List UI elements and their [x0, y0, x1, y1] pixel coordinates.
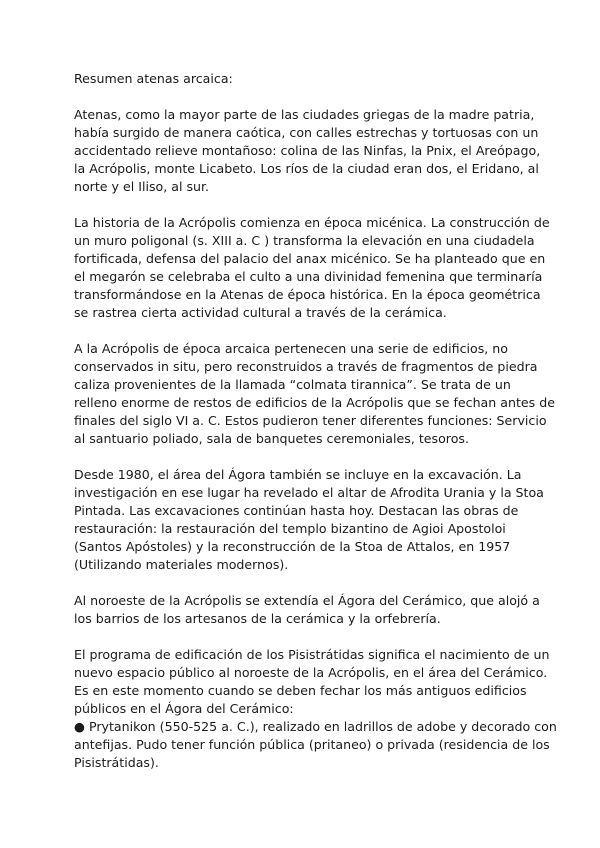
- text-line: al santuario poliado, sala de banquetes ceremoniales, tesoros.: [74, 431, 469, 446]
- text-line: (Utilizando materiales modernos).: [74, 557, 289, 572]
- text-line: A la Acrópolis de época arcaica pertenecen una serie de edificios, no: [74, 341, 508, 356]
- text-line: El programa de edificación de los Pisistrátidas significa el nacimiento de un: [74, 647, 550, 662]
- text-line: conservados in situ, pero reconstruidos a través de fragmentos de piedra: [74, 359, 538, 374]
- paragraph-2: [74, 214, 550, 322]
- text-line: La historia de la Acrópolis comienza en época micénica. La construcción de: [74, 215, 550, 230]
- text-line: relleno enorme de restos de edificios de la Acrópolis que se fechan antes de: [74, 395, 555, 410]
- text-line: accidentado relieve montañoso: colina de las Ninfas, la Pnix, el Areópago,: [74, 143, 541, 158]
- text-line: públicos en el Ágora del Cerámico:: [74, 701, 294, 716]
- text-line: fortificada, defensa del palacio del anax micénico. Se ha planteado que en: [74, 251, 546, 266]
- paragraph-6: [74, 646, 557, 772]
- paragraph-3: [74, 340, 555, 448]
- text-line: norte y el Iliso, al sur.: [74, 179, 210, 194]
- text-line: había surgido de manera caótica, con calles estrechas y tortuosas con un: [74, 125, 539, 140]
- text-line: finales del siglo VI a. C. Estos pudieron tener diferentes funciones: Servicio: [74, 413, 547, 428]
- text-line: Pintada. Las excavaciones continúan hasta hoy. Destacan las obras de: [74, 503, 519, 518]
- text-line: Desde 1980, el área del Ágora también se incluye en la excavación. La: [74, 467, 522, 482]
- text-line: caliza provenientes de la llamada “colmata tirannica”. Se trata de un: [74, 377, 511, 392]
- text-line: restauración: la restauración del templo bizantino de Agioi Apostoloi: [74, 521, 506, 536]
- text-line: el megarón se celebraba el culto a una divinidad femenina que terminaría: [74, 269, 543, 284]
- text-line: la Acrópolis, monte Licabeto. Los ríos de la ciudad eran dos, el Eridano, al: [74, 161, 539, 176]
- paragraph-1: [74, 106, 541, 196]
- text-line: Atenas, como la mayor parte de las ciudades griegas de la madre patria,: [74, 107, 535, 122]
- text-line: los barrios de los artesanos de la cerámica y la orfebrería.: [74, 611, 441, 626]
- paragraph-4: [74, 466, 544, 574]
- paragraph-5: [74, 592, 540, 628]
- text-line: investigación en ese lugar ha revelado el altar de Afrodita Urania y la Stoa: [74, 485, 544, 500]
- text-line: Es en este momento cuando se deben fechar los más antiguos edificios: [74, 683, 527, 698]
- text-line: (Santos Apóstoles) y la reconstrucción de la Stoa de Attalos, en 1957: [74, 539, 511, 554]
- text-line: antefijas. Pudo tener función pública (pritaneo) o privada (residencia de los: [74, 737, 550, 752]
- bullet-line: ● Prytanikon (550-525 a. C.), realizado en ladrillos de adobe y decorado con: [74, 719, 557, 734]
- text-line: Al noroeste de la Acrópolis se extendía el Ágora del Cerámico, que alojó a: [74, 593, 540, 608]
- text-line: transformándose en la Atenas de época histórica. En la época geométrica: [74, 287, 541, 302]
- text-line: un muro poligonal (s. XIII a. C ) transforma la elevación en una ciudadela: [74, 233, 535, 248]
- text-line: nuevo espacio público al noroeste de la Acrópolis, en el área del Cerámico.: [74, 665, 548, 680]
- text-line: se rastrea cierta actividad cultural a través de la cerámica.: [74, 305, 447, 320]
- document-title: Resumen atenas arcaica:: [74, 71, 233, 86]
- text-line: Pisistrátidas).: [74, 755, 159, 770]
